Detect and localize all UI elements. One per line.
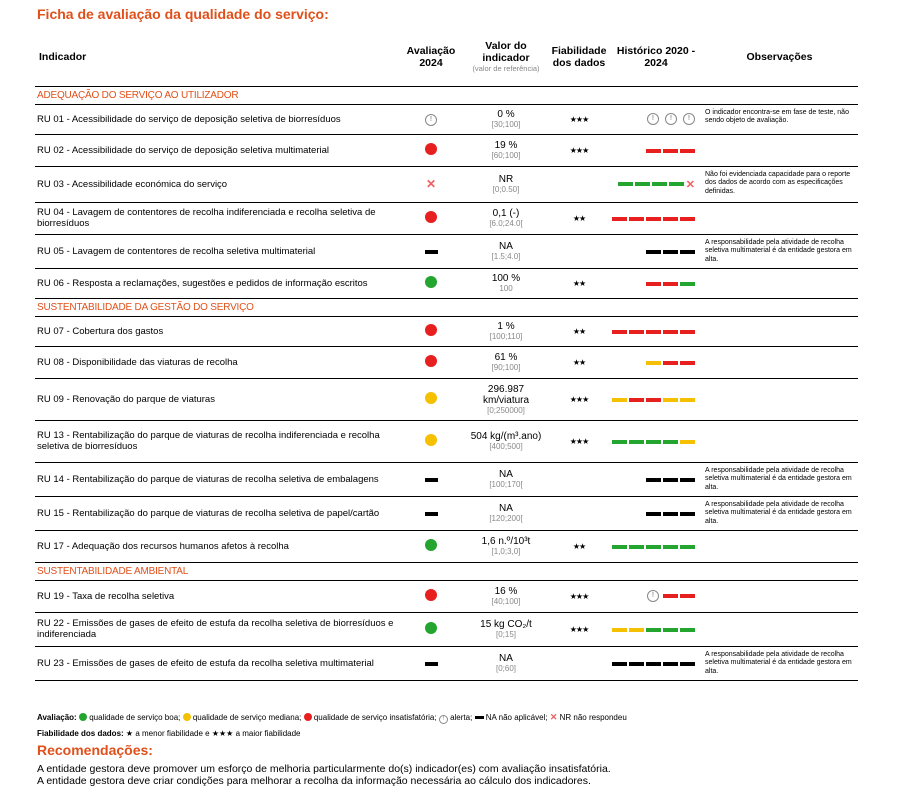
indicator-label: RU 13 - Rentabilização do parque de viaturas de recolha indiferenciada e recolha seletiva de biorresíduos — [37, 430, 380, 452]
bad-icon — [304, 713, 312, 721]
reliability-stars — [547, 646, 611, 680]
evaluation-cell — [397, 316, 465, 346]
table-row — [35, 202, 858, 234]
evaluation-cell — [397, 134, 465, 166]
observation-text — [701, 530, 858, 562]
evaluation-cell — [397, 580, 465, 612]
section-header: SUSTENTABILIDADE AMBIENTAL — [35, 562, 858, 580]
indicator-label: RU 01 - Acessibilidade do serviço de deposição seletiva de biorresíduos — [37, 113, 341, 125]
indicator-label: RU 22 - Emissões de gases de efeito de estufa da recolha seletiva de biorresíduos e indiferenciada — [37, 618, 394, 640]
evaluation-cell — [397, 420, 465, 462]
nr-cross-icon: ✕ — [425, 177, 437, 191]
evaluation-cell — [397, 612, 465, 646]
evaluation-legend: Avaliação: qualidade de serviço boa; qualidade de serviço mediana; qualidade de serviço insatisfatória; ! alerta; NA não aplicável; ✕ NR não respondeu — [37, 712, 627, 722]
indicator-label: RU 07 - Cobertura dos gastos — [37, 325, 164, 337]
evaluation-cell — [397, 202, 465, 234]
table-row — [35, 346, 858, 378]
reliability-stars — [547, 462, 611, 496]
alert-icon: ! — [647, 113, 659, 125]
value-cell: 61 % [90;100] — [491, 352, 521, 372]
alert-icon: ! — [439, 715, 448, 724]
indicator-label: RU 23 - Emissões de gases de efeito de estufa da recolha seletiva multimaterial — [37, 657, 374, 669]
reliability-stars: ★★★ — [569, 436, 589, 446]
value-cell: 100 % 100 — [491, 273, 521, 293]
value-cell: 1 % [100;110] — [489, 321, 523, 341]
value-cell: 15 kg CO₂/t [0;15] — [480, 619, 532, 639]
indicator-label: RU 06 - Resposta a reclamações, sugestões e pedidos de informação escritos — [37, 277, 368, 289]
medium-icon — [183, 713, 191, 721]
recommendation-line: A entidade gestora deve criar condições para melhorar a recolha da informação necessária ao cálculo dos indicadores. — [37, 775, 591, 787]
nr-icon: ✕ — [549, 712, 558, 722]
history-cell — [611, 420, 701, 462]
observation-text — [701, 420, 858, 462]
na-icon — [475, 716, 484, 719]
observation-text: A responsabilidade pela atividade de recolha seletiva multimaterial é da entidade gestora em alta. — [705, 500, 852, 525]
observation-text — [701, 346, 858, 378]
history-cell — [611, 462, 701, 496]
alert-icon: ! — [647, 590, 659, 602]
history-cell — [611, 496, 701, 530]
reliability-stars: ★★ — [572, 213, 586, 223]
observation-text — [701, 378, 858, 420]
history-cell — [611, 646, 701, 680]
reliability-stars: ★★★ — [569, 394, 589, 404]
history-cell — [611, 378, 701, 420]
evaluation-cell — [397, 646, 465, 680]
table-row — [35, 104, 858, 134]
history-cell — [611, 268, 701, 298]
value-cell: 0,1 (-) [6.0;24.0[ — [489, 208, 523, 228]
indicator-label: RU 14 - Rentabilização do parque de viaturas de recolha seletiva de embalagens — [37, 473, 379, 485]
indicator-label: RU 04 - Lavagem de contentores de recolha indiferenciada e recolha seletiva de biorresíduos — [37, 207, 376, 229]
na-dash-icon — [425, 250, 438, 254]
history-bar — [612, 250, 695, 254]
history-bar — [612, 398, 695, 402]
green-status-icon — [425, 622, 437, 634]
reliability-stars — [547, 166, 611, 202]
red-status-icon — [425, 355, 437, 367]
green-status-icon — [425, 276, 437, 288]
alert-icon: ! — [665, 113, 677, 125]
history-cell — [611, 530, 701, 562]
reliability-stars: ★★★ — [569, 591, 589, 601]
history-bar — [612, 282, 695, 286]
col-history: Histórico 2020 - 2024 — [616, 44, 696, 69]
evaluation-cell — [397, 234, 465, 268]
reliability-stars: ★★★ — [569, 624, 589, 634]
table-row — [35, 378, 858, 420]
evaluation-cell — [397, 268, 465, 298]
col-reliability: Fiabilidade dos dados — [551, 44, 607, 69]
green-status-icon — [425, 539, 437, 551]
col-evaluation: Avaliação 2024 — [406, 44, 456, 69]
history-bar — [612, 478, 695, 482]
value-cell: NA [1.5;4.0] — [491, 241, 521, 261]
history-bar — [612, 545, 695, 549]
table-row — [35, 496, 858, 530]
history-cell — [611, 316, 701, 346]
value-cell: 16 % [40;100] — [491, 586, 521, 606]
reliability-stars: ★★ — [572, 326, 586, 336]
history-bar — [612, 330, 695, 334]
red-status-icon — [425, 211, 437, 223]
col-value: Valor do indicador (valor de referência) — [472, 40, 540, 74]
reliability-stars: ★★ — [572, 278, 586, 288]
reliability-stars — [547, 496, 611, 530]
evaluation-cell — [397, 346, 465, 378]
evaluation-cell — [397, 378, 465, 420]
history-cell — [611, 202, 701, 234]
observation-text — [701, 612, 858, 646]
table-row — [35, 316, 858, 346]
history-bar — [612, 217, 695, 221]
evaluation-cell — [397, 462, 465, 496]
indicator-label: RU 19 - Taxa de recolha seletiva — [37, 590, 175, 602]
yellow-status-icon — [425, 434, 437, 446]
history-bar — [612, 149, 695, 153]
history-cell — [611, 166, 701, 202]
evaluation-cell — [397, 104, 465, 134]
history-cell — [611, 612, 701, 646]
section-header: ADEQUAÇÃO DO SERVIÇO AO UTILIZADOR — [35, 86, 858, 104]
quality-table — [35, 28, 858, 681]
table-row — [35, 612, 858, 646]
red-status-icon — [425, 589, 437, 601]
reliability-stars — [547, 234, 611, 268]
col-observations: Observações — [746, 50, 813, 63]
reliability-stars: ★★ — [572, 541, 586, 551]
na-dash-icon — [425, 512, 438, 516]
na-dash-icon — [425, 478, 438, 482]
observation-text — [701, 316, 858, 346]
red-status-icon — [425, 324, 437, 336]
value-cell: NR [0;0.50] — [492, 174, 520, 194]
col-indicator: Indicador — [39, 50, 87, 63]
page-title: Ficha de avaliação da qualidade do serviço: — [37, 6, 329, 22]
value-cell: NA [100;170[ — [489, 469, 523, 489]
value-cell: 0 % [30;100] — [491, 109, 521, 129]
red-status-icon — [425, 143, 437, 155]
history-cell — [611, 346, 701, 378]
section-header: SUSTENTABILIDADE DA GESTÃO DO SERVIÇO — [35, 298, 858, 316]
observation-text — [701, 202, 858, 234]
indicator-label: RU 15 - Rentabilização do parque de viaturas de recolha seletiva de papel/cartão — [37, 507, 380, 519]
value-cell: 504 kg/(m³.ano) [400;500] — [470, 431, 542, 451]
table-row — [35, 580, 858, 612]
table-row — [35, 462, 858, 496]
reliability-stars: ★★★ — [569, 114, 589, 124]
yellow-status-icon — [425, 392, 437, 404]
indicator-label: RU 08 - Disponibilidade das viaturas de recolha — [37, 356, 238, 368]
history-cell — [611, 134, 701, 166]
observation-text: Não foi evidenciada capacidade para o reporte dos dados de acordo com as especificações definidas. — [705, 170, 851, 195]
table-row — [35, 234, 858, 268]
history-bar — [618, 178, 695, 191]
table-row — [35, 530, 858, 562]
value-cell: NA [120;200[ — [489, 503, 523, 523]
alert-icon: ! — [425, 114, 437, 126]
history-cell — [611, 580, 701, 612]
history-bar — [612, 662, 695, 666]
observation-text — [701, 580, 858, 612]
observation-text: A responsabilidade pela atividade de recolha seletiva multimaterial é da entidade gestora em alta. — [705, 466, 852, 491]
history-bar — [611, 113, 697, 125]
history-bar — [612, 440, 695, 444]
indicator-label: RU 05 - Lavagem de contentores de recolha seletiva multimaterial — [37, 245, 316, 257]
nr-cross-icon: ✕ — [685, 178, 695, 191]
reliability-stars: ★★ — [572, 357, 586, 367]
indicator-label: RU 03 - Acessibilidade económica do serviço — [37, 178, 228, 190]
history-bar — [612, 628, 695, 632]
good-icon — [79, 713, 87, 721]
table-row — [35, 134, 858, 166]
recommendation-line: A entidade gestora deve promover um esforço de melhoria particularmente do(s) indicador(es) com avaliação insatisfatória. — [37, 763, 611, 775]
value-cell: 19 % [60;100] — [491, 140, 521, 160]
value-cell: NA [0;60] — [495, 653, 516, 673]
table-row — [35, 166, 858, 202]
history-bar — [612, 512, 695, 516]
reliability-legend: Fiabilidade dos dados: ★ a menor fiabilidade e ★★★ a maior fiabilidade — [37, 729, 301, 738]
recommendations-title: Recomendações: — [37, 742, 153, 758]
history-cell — [611, 104, 701, 134]
indicator-label: RU 17 - Adequação dos recursos humanos afetos à recolha — [37, 540, 289, 552]
evaluation-cell — [397, 530, 465, 562]
evaluation-cell — [397, 496, 465, 530]
alert-icon: ! — [683, 113, 695, 125]
indicator-label: RU 09 - Renovação do parque de viaturas — [37, 393, 215, 405]
evaluation-cell — [397, 166, 465, 202]
indicator-label: RU 02 - Acessibilidade do serviço de deposição seletiva multimaterial — [37, 144, 330, 156]
observation-text: A responsabilidade pela atividade de recolha seletiva multimaterial é da entidade gestora em alta. — [705, 650, 852, 675]
observation-text — [701, 268, 858, 298]
observation-text: A responsabilidade pela atividade de recolha seletiva multimaterial é da entidade gestora em alta. — [705, 238, 852, 263]
observation-text: O indicador encontra-se em fase de teste, não sendo objeto de avaliação. — [705, 108, 849, 124]
history-bar — [611, 590, 695, 602]
history-cell — [611, 234, 701, 268]
reliability-stars: ★★★ — [569, 145, 589, 155]
value-cell: 296.987 km/viatura [0;250000] — [482, 383, 530, 415]
table-row — [35, 646, 858, 680]
na-dash-icon — [425, 662, 438, 666]
value-cell: 1,6 n.º/10³t [1,0;3,0] — [481, 536, 531, 556]
table-row — [35, 268, 858, 298]
table-row — [35, 420, 858, 462]
observation-text — [701, 134, 858, 166]
history-bar — [612, 361, 695, 365]
